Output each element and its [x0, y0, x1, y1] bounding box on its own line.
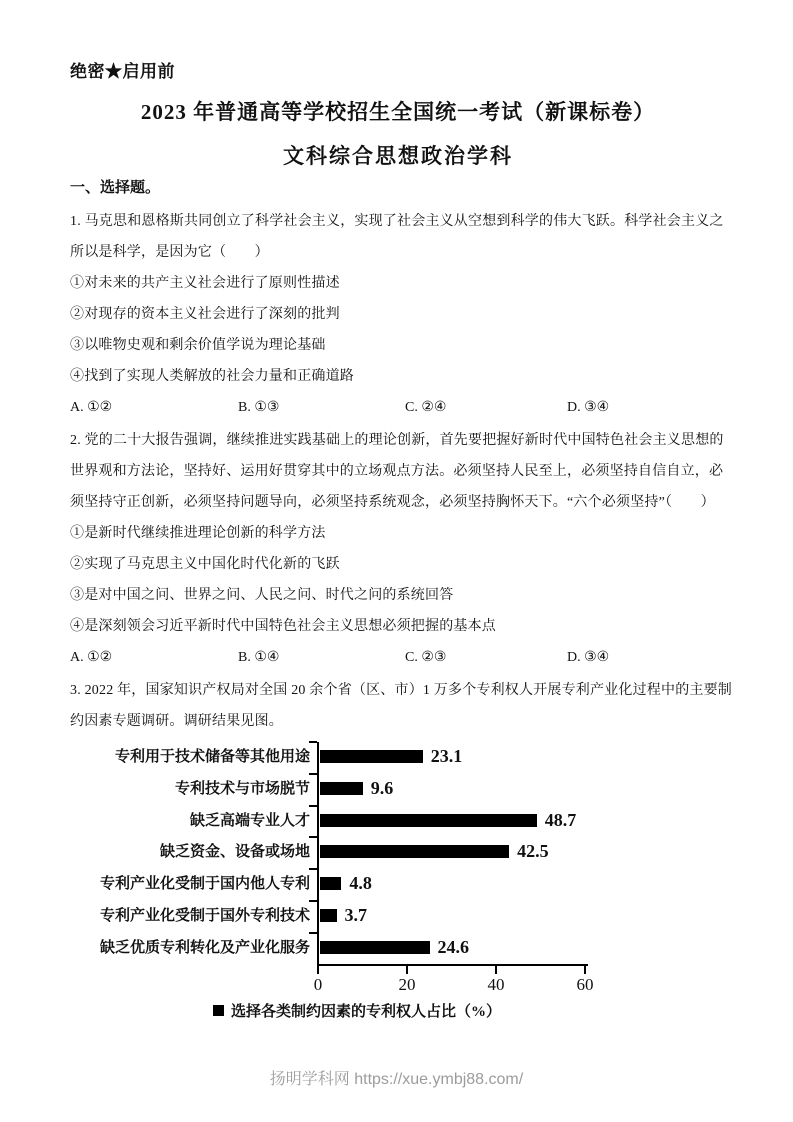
y-axis-tick	[309, 773, 317, 775]
survey-bar-chart	[70, 737, 726, 1027]
question-2-stem-line: 2. 党的二十大报告强调，继续推进实践基础上的理论创新，首先要把握好新时代中国特色社会主义思想的	[70, 433, 724, 448]
bar	[320, 750, 423, 763]
footer-site-link[interactable]: 扬明学科网 https://xue.ymbj88.com/	[269, 1071, 524, 1088]
x-axis-tick-label: 20	[398, 975, 416, 994]
question-1-item-3: ③以唯物史观和剩余价值学说为理论基础	[70, 338, 326, 353]
question-1-item-2: ②对现存的资本主义社会进行了深刻的批判	[70, 307, 340, 322]
exam-subtitle: 文科综合思想政治学科	[283, 144, 513, 168]
chart-legend	[70, 1000, 644, 1024]
document-page	[70, 0, 732, 1027]
bar-category-label: 专利产业化受制于国外专利技术	[99, 907, 310, 924]
question-1-option-b: B. ①③	[238, 400, 280, 415]
bar	[320, 909, 337, 922]
question-2-options	[70, 642, 726, 673]
question-2-item-2: ②实现了马克思主义中国化时代化新的飞跃	[70, 557, 340, 572]
chart-row	[70, 932, 726, 964]
chart-row	[70, 805, 726, 837]
question-2-stem-line: 须坚持守正创新，必须坚持问题导向，必须坚持系统观念，必须坚持胸怀天下。“六个必须坚持”（ ）	[70, 495, 715, 510]
x-axis-tick	[584, 966, 586, 974]
question-2-item-4: ④是深刻领会习近平新时代中国特色社会主义思想必须把握的基本点	[70, 619, 496, 634]
y-axis-tick	[309, 868, 317, 870]
security-classification-label: 绝密★启用前	[70, 62, 175, 81]
section-heading: 一、选择题。	[70, 180, 161, 196]
question-1-option-a: A. ①②	[70, 400, 113, 415]
bar	[320, 941, 430, 954]
bar-value-label: 23.1	[430, 746, 463, 766]
chart-row	[70, 868, 726, 900]
bar-category-label: 缺乏优质专利转化及产业化服务	[99, 939, 310, 956]
question-3	[70, 675, 732, 737]
question-1-item-4: ④找到了实现人类解放的社会力量和正确道路	[70, 369, 354, 384]
question-2-option-a: A. ①②	[70, 650, 113, 665]
question-1-options	[70, 392, 726, 423]
chart-row	[70, 836, 726, 868]
bar-category-label: 缺乏高端专业人才	[189, 812, 310, 829]
y-axis-tick	[309, 741, 317, 743]
bar-value-label: 48.7	[544, 809, 577, 830]
chart-legend-label: 选择各类制约因素的专利权人占比（%）	[230, 1004, 501, 1020]
x-axis-tick	[317, 966, 319, 974]
bar	[320, 782, 363, 795]
question-1	[70, 206, 726, 423]
bar-category-label: 专利技术与市场脱节	[174, 780, 310, 797]
chart-row	[70, 741, 726, 773]
x-axis-tick-label: 60	[576, 975, 594, 994]
bar-value-label: 4.8	[349, 873, 372, 893]
question-1-option-c: C. ②④	[405, 400, 447, 415]
y-axis-tick	[309, 900, 317, 902]
question-2	[70, 425, 726, 673]
chart-row	[70, 900, 726, 932]
question-2-option-d: D. ③④	[567, 650, 610, 665]
bar-category-label: 专利用于技术储备等其他用途	[114, 749, 310, 765]
question-1-stem-line: 1. 马克思和恩格斯共同创立了科学社会主义，实现了社会主义从空想到科学的伟大飞跃。科学社会主义之	[70, 214, 724, 229]
question-3-stem-line: 3. 2022 年，国家知识产权局对全国 20 余个省（区、市）1 万多个专利权人开展专利产业化过程中的主要制	[70, 683, 732, 698]
question-3-stem-line: 约因素专题调研。调研结果见图。	[70, 714, 283, 729]
question-1-item-1: ①对未来的共产主义社会进行了原则性描述	[70, 276, 340, 291]
x-axis-tick-label: 0	[313, 975, 323, 994]
bar	[320, 877, 341, 890]
question-1-option-d: D. ③④	[567, 400, 610, 415]
x-axis-tick-label: 40	[487, 975, 505, 994]
bar	[320, 845, 509, 858]
x-axis-tick	[406, 966, 408, 974]
question-2-item-1: ①是新时代继续推进理论创新的科学方法	[70, 526, 326, 541]
bar-value-label: 42.5	[517, 841, 549, 862]
question-2-option-c: C. ②③	[405, 650, 447, 665]
bar	[320, 814, 537, 827]
exam-title: 2023 年普通高等学校招生全国统一考试（新课标卷）	[140, 100, 656, 124]
chart-x-axis	[317, 964, 588, 966]
bar-value-label: 9.6	[370, 777, 394, 798]
bar-value-label: 24.6	[437, 936, 469, 957]
question-2-stem-line: 世界观和方法论，坚持好、运用好贯穿其中的立场观点方法。必须坚持人民至上，必须坚持自信自立，必	[70, 464, 724, 479]
y-axis-tick	[309, 805, 317, 807]
question-2-option-b: B. ①④	[238, 650, 280, 665]
bar-value-label: 3.7	[344, 904, 367, 925]
x-axis-tick	[495, 966, 497, 974]
chart-row	[70, 773, 726, 805]
question-2-item-3: ③是对中国之问、世界之问、人民之问、时代之问的系统回答	[70, 588, 454, 603]
y-axis-tick	[309, 836, 317, 838]
legend-swatch-icon	[213, 1005, 224, 1016]
bar-category-label: 缺乏资金、设备或场地	[159, 844, 310, 861]
site-watermark-footer	[0, 1066, 793, 1089]
bar-category-label: 专利产业化受制于国内他人专利	[99, 876, 310, 892]
y-axis-tick	[309, 932, 317, 934]
question-1-stem-line: 所以是科学，是因为它（ ）	[70, 245, 269, 260]
